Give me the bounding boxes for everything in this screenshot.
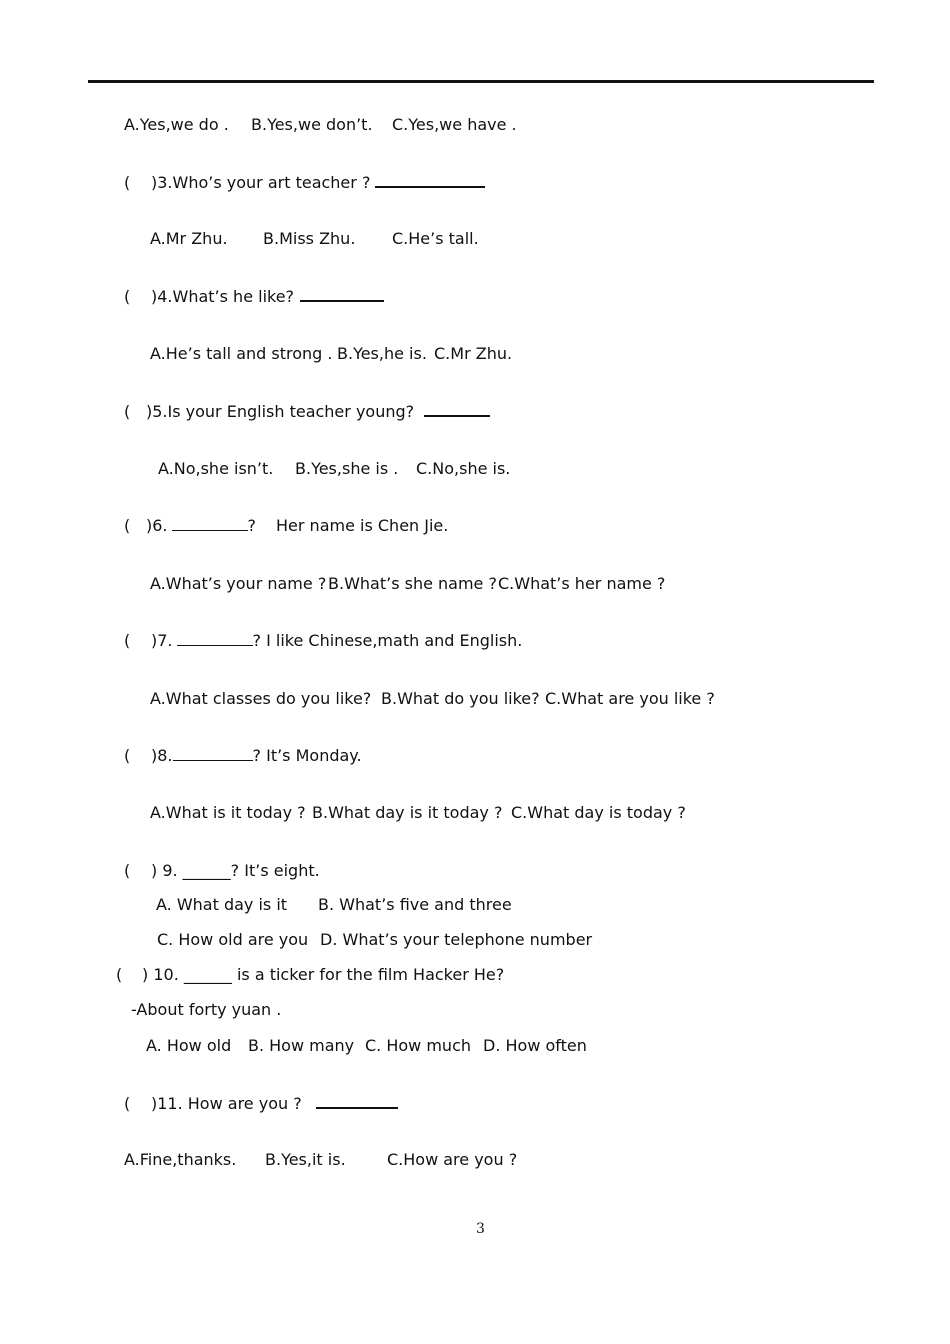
- option-c: C.What’s her name ?: [498, 574, 666, 593]
- option-c: C.What are you like ?: [545, 689, 715, 708]
- question-5-options: [158, 459, 510, 479]
- answer-paren: (: [124, 173, 131, 192]
- question-text: ) 10. ______ is a ticker for the film Hacker He?: [142, 965, 505, 984]
- option-b: B.What day is it today ?: [312, 803, 503, 822]
- header-rule: [88, 80, 874, 83]
- option-a: A.Mr Zhu.: [150, 229, 228, 248]
- question-9: [124, 861, 320, 881]
- question-text: )11. How are you ?: [151, 1094, 302, 1113]
- question-text: ) 9. ______? It’s eight.: [151, 861, 320, 880]
- option-b: B. What’s five and three: [318, 895, 512, 914]
- question-7: [124, 631, 522, 651]
- answer-text: Her name is Chen Jie.: [276, 516, 449, 535]
- question-10: [116, 965, 504, 985]
- option-b: B.What do you like?: [381, 689, 540, 708]
- question-10-reply: -About forty yuan .: [131, 1000, 282, 1019]
- answer-paren: (: [124, 1094, 131, 1113]
- option-a: A.He’s tall and strong .: [150, 344, 333, 363]
- option-b: B.Yes,we don’t.: [251, 115, 373, 134]
- answer-blank[interactable]: [375, 172, 485, 188]
- answer-paren: (: [124, 631, 131, 650]
- option-c: C.Yes,we have .: [392, 115, 517, 134]
- option-b: B.Yes,it is.: [265, 1150, 346, 1169]
- question-prefix: )6.: [146, 516, 168, 535]
- question-10-options: [146, 1036, 587, 1056]
- option-a: A.Yes,we do .: [124, 115, 229, 134]
- answer-blank[interactable]: [300, 286, 384, 302]
- option-c: C.He’s tall.: [392, 229, 479, 248]
- option-c: C.How are you ?: [387, 1150, 518, 1169]
- option-c: C.What day is today ?: [511, 803, 686, 822]
- option-c: C.No,she is.: [416, 459, 511, 478]
- answer-paren: (: [124, 861, 131, 880]
- option-b: B. How many: [248, 1036, 355, 1055]
- question-9-options-row-1: [156, 895, 512, 915]
- question-5: [124, 401, 490, 422]
- option-a: A. How old: [146, 1036, 232, 1055]
- option-b: B.Miss Zhu.: [263, 229, 356, 248]
- question-text: )3.Who’s your art teacher ?: [151, 173, 371, 192]
- question-3: [124, 172, 485, 193]
- answer-blank[interactable]: [172, 516, 248, 531]
- page-number: 3: [476, 1221, 485, 1237]
- option-c: C. How old are you: [157, 930, 309, 949]
- question-mark: ?: [247, 516, 257, 535]
- question-4-options: [150, 344, 512, 364]
- answer-paren: (: [124, 287, 131, 306]
- option-c: C. How much: [365, 1036, 471, 1055]
- option-b: B.Yes,he is.: [337, 344, 427, 363]
- question-text: ? It’s Monday.: [252, 746, 362, 765]
- option-a: A. What day is it: [156, 895, 288, 914]
- answer-blank[interactable]: [177, 631, 253, 646]
- question-4: [124, 286, 384, 307]
- option-b: B.Yes,she is .: [295, 459, 399, 478]
- question-6: [124, 516, 448, 536]
- option-a: A.No,she isn’t.: [158, 459, 274, 478]
- question-9-options-row-2: [157, 930, 592, 950]
- question-text: )4.What’s he like?: [151, 287, 295, 306]
- question-text: ? I like Chinese,math and English.: [252, 631, 523, 650]
- option-c: C.Mr Zhu.: [434, 344, 513, 363]
- option-a: A.What is it today ?: [150, 803, 306, 822]
- question-11-options: [124, 1150, 517, 1170]
- question-7-options: [150, 689, 715, 709]
- option-b: B.What’s she name ?: [328, 574, 497, 593]
- question-3-options: [150, 229, 479, 249]
- question-text: )5.Is your English teacher young?: [146, 402, 415, 421]
- question-8: [124, 746, 362, 766]
- question-8-options: [150, 803, 686, 823]
- q2-options: [124, 115, 517, 135]
- option-a: A.What’s your name ?: [150, 574, 327, 593]
- answer-paren: (: [124, 746, 131, 765]
- answer-blank[interactable]: [173, 746, 253, 761]
- question-11: [124, 1093, 398, 1114]
- option-a: A.What classes do you like?: [150, 689, 372, 708]
- option-a: A.Fine,thanks.: [124, 1150, 237, 1169]
- question-prefix: )7.: [151, 631, 173, 650]
- answer-paren: (: [116, 965, 123, 984]
- answer-blank[interactable]: [316, 1093, 398, 1109]
- answer-blank[interactable]: [424, 401, 490, 417]
- question-6-options: [150, 574, 665, 594]
- answer-paren: (: [124, 516, 131, 535]
- question-prefix: )8.: [151, 746, 173, 765]
- option-d: D. How often: [483, 1036, 587, 1055]
- answer-paren: (: [124, 402, 131, 421]
- option-d: D. What’s your telephone number: [320, 930, 593, 949]
